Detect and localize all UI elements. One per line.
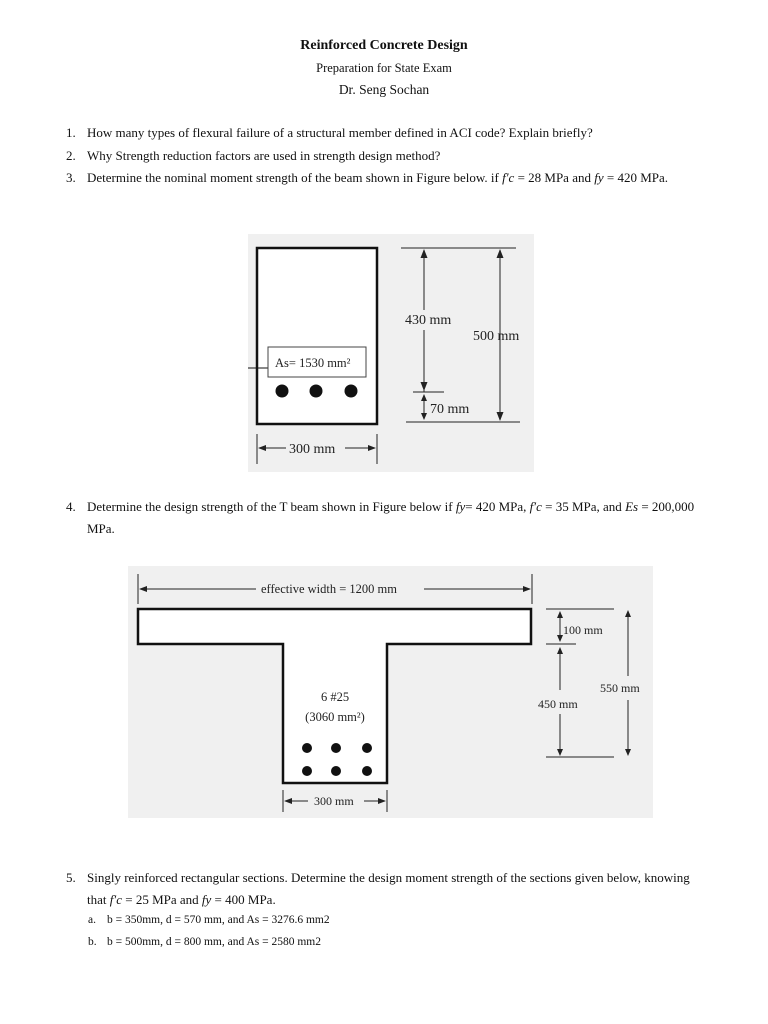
- bars-label: 6 #25: [320, 690, 350, 704]
- rebar: [310, 385, 323, 398]
- rebar: [302, 743, 312, 753]
- question-text: How many types of flexural failure of a structural member defined in ACI code? Explain briefly?: [87, 125, 593, 140]
- rebar: [302, 766, 312, 776]
- dimension-width-300: 300 mm: [289, 442, 336, 457]
- rebar: [331, 766, 341, 776]
- rebar: [331, 743, 341, 753]
- sub-item-text: b = 500mm, d = 800 mm, and As = 2580 mm2: [107, 936, 322, 948]
- dimension-500: 500 mm: [473, 329, 520, 344]
- question-number: 2.: [66, 148, 76, 163]
- flange-depth-label: 100 mm: [563, 623, 603, 637]
- question-text: Singly reinforced rectangular sections. Determine the design moment strength of the sections given below, knowing that f′c = 25 MPa and fy = 400 MPa.: [87, 870, 690, 907]
- question-5: [66, 867, 706, 911]
- question-number: 3.: [66, 170, 76, 185]
- sub-item-text: b = 350mm, d = 570 mm, and As = 3276.6 mm2: [107, 914, 330, 926]
- bars-area-label: (3060 mm²): [305, 710, 365, 724]
- figure-t-beam: [128, 566, 653, 818]
- page-subtitle: Preparation for State Exam: [316, 61, 452, 75]
- sub-item-b: [88, 936, 321, 948]
- rebar: [362, 766, 372, 776]
- sub-item-number: a.: [88, 914, 96, 926]
- author-name: Dr. Seng Sochan: [338, 82, 430, 97]
- question-number: 4.: [66, 499, 76, 514]
- effective-width-label: effective width = 1200 mm: [261, 582, 397, 596]
- question-text: Why Strength reduction factors are used in strength design method?: [87, 148, 441, 163]
- question-text: Determine the nominal moment strength of the beam shown in Figure below. if f′c = 28 MPa and fy = 420 MPa.: [87, 170, 669, 185]
- beam-section: [257, 248, 377, 424]
- figure-rectangular-beam: [248, 234, 534, 472]
- question-text: Determine the design strength of the T beam shown in Figure below if fy= 420 MPa, f′c = 35 MPa, and Es = 200,000 MPa.: [87, 499, 695, 536]
- sub-item-number: b.: [88, 936, 97, 948]
- question-number: 5.: [66, 870, 76, 885]
- page-title: Reinforced Concrete Design: [300, 38, 468, 53]
- sub-item-a: [88, 914, 330, 926]
- rebar: [362, 743, 372, 753]
- question-number: 1.: [66, 125, 76, 140]
- question-2: [66, 145, 706, 167]
- question-4: [66, 496, 696, 540]
- dimension-70: 70 mm: [430, 402, 470, 417]
- effective-depth-label: 450 mm: [538, 697, 578, 711]
- dimension-430: 430 mm: [405, 313, 452, 328]
- rectangular-beam-diagram: [248, 234, 534, 472]
- total-depth-label: 550 mm: [600, 681, 640, 695]
- rebar: [345, 385, 358, 398]
- rebar: [276, 385, 289, 398]
- question-1: [66, 122, 706, 144]
- t-beam-diagram: [128, 566, 653, 818]
- web-width-label: 300 mm: [314, 794, 354, 808]
- question-3: [66, 167, 696, 189]
- steel-area-label: As= 1530 mm²: [275, 356, 351, 370]
